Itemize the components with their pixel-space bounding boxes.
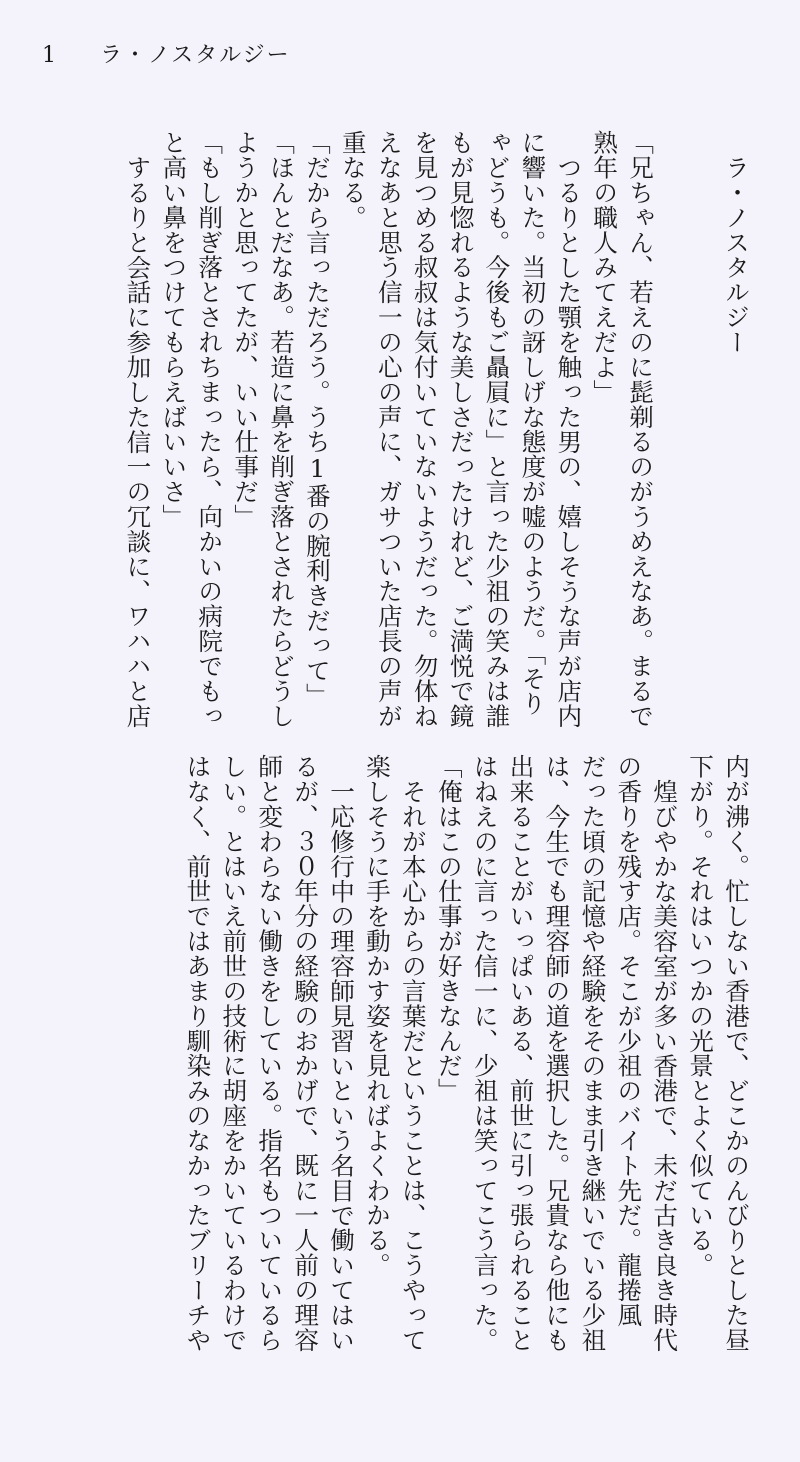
- spacer-line: [658, 130, 718, 700]
- text-line: 「兄ちゃん、若えのに髭剃るのがうめえなあ。まるで: [626, 130, 656, 729]
- text-line: を見つめる叔叔は気付いていないようだった。勿体ね: [410, 130, 440, 729]
- text-line: 下がり。それはいつかの光景とよく似ている。: [686, 754, 716, 1278]
- text-line: と高い鼻をつけてもらえばいいさ」: [159, 130, 189, 529]
- text-line: るが、３０年分の経験のおかげで、既に一人前の理容: [291, 754, 321, 1353]
- text-line: だった頃の記憶や経験をそのまま引き継いでいる少祖: [578, 754, 608, 1353]
- text-line: は、今生でも理容師の道を選択した。兄貴なら他にも: [542, 754, 572, 1353]
- page-number: 1: [42, 43, 58, 68]
- text-line: はなく、前世ではあまり馴染みのなかったブリーチや: [183, 754, 213, 1353]
- text-block-bottom: [180, 754, 755, 1354]
- text-line: つるりとした顎を触った男の、嬉しそうな声が店内: [554, 154, 584, 728]
- text-line: に響いた。当初の訝しげな態度が嘘のようだ。「そり: [518, 130, 548, 716]
- chapter-title-header: ラ・ノスタルジー: [100, 43, 291, 68]
- text-line: 「ほんとだなあ。若造に鼻を削ぎ落とされたらどうし: [267, 130, 297, 729]
- text-line: の香りを残す店。そこが少祖のバイト先だ。龍捲風: [614, 754, 644, 1328]
- text-block-top: [120, 130, 755, 729]
- text-line: それが本心からの言葉だということは、こうやって: [398, 778, 428, 1352]
- text-line: 煌びやかな美容室が多い香港で、未だ古き良き時代: [650, 778, 680, 1352]
- text-line: 出来ることがいっぱいある、前世に引っ張られること: [506, 754, 536, 1353]
- text-line: ゃどうも。今後もご贔屓に」と言った少祖の笑みは誰: [482, 130, 512, 729]
- running-header: [42, 38, 291, 69]
- text-line: 熟年の職人みてえだよ」: [590, 130, 620, 405]
- text-line: 内が沸く。忙しない香港で、どこかのんびりとした昼: [722, 754, 751, 1353]
- text-line: 重なる。: [338, 130, 368, 230]
- text-line: 「だから言っただろう。うち1番の腕利きだって」: [302, 130, 332, 708]
- text-line: しい。とはいえ前世の技術に胡座をかいているわけで: [219, 754, 249, 1353]
- text-line: えなあと思う信一の心の声に、ガサついた店長の声が: [374, 130, 404, 729]
- text-line: はねえのに言った信一に、少祖は笑ってこう言った。: [470, 754, 500, 1353]
- text-line: 楽しそうに手を動かす姿を見ればよくわかる。: [362, 754, 392, 1278]
- text-line: 師と変わらない働きをしている。指名もついているら: [255, 754, 285, 1353]
- text-line: するりと会話に参加した信一の冗談に、ワハハと店: [123, 154, 153, 728]
- story-title: ラ・ノスタルジー: [722, 154, 751, 354]
- text-line: もが見惚れるような美しさだったけれど、ご満悦で鏡: [446, 130, 476, 729]
- text-line: 「もし削ぎ落とされちまったら、向かいの病院でもっ: [195, 130, 225, 729]
- text-line: ようかと思ってたが、いい仕事だ」: [231, 130, 261, 529]
- text-line: 「俺はこの仕事が好きなんだ」: [434, 754, 464, 1103]
- text-line: 一応修行中の理容師見習いという名目で働いてはい: [327, 778, 357, 1352]
